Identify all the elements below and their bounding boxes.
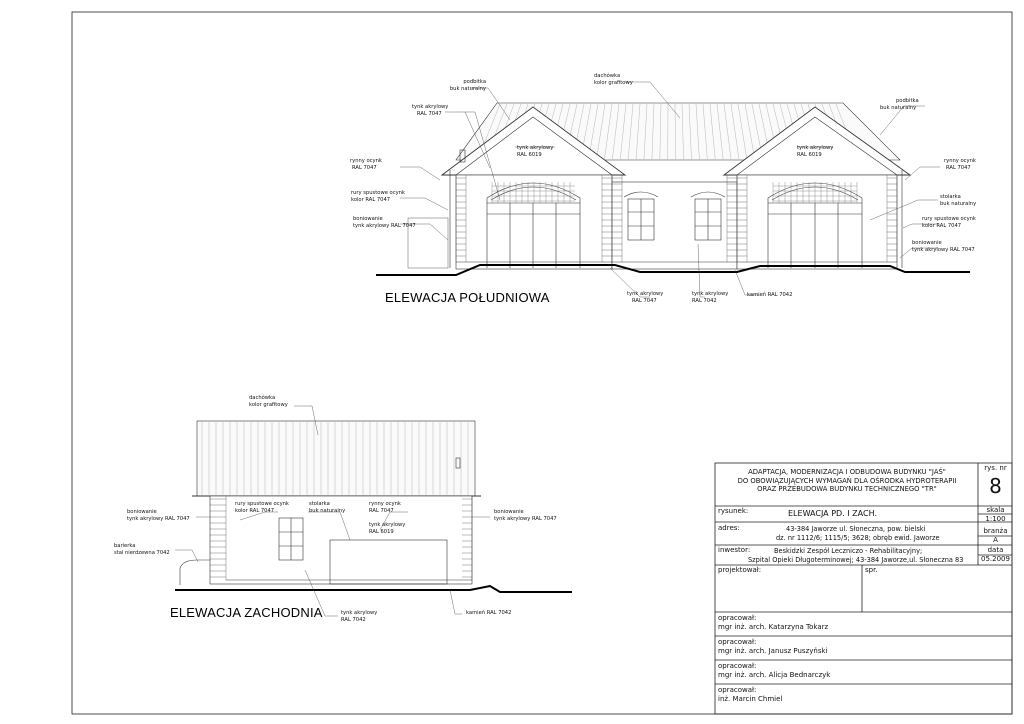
label-rury-west: rury spustowe ocynk kolor RAL 7047: [235, 501, 289, 514]
label-tynk-6019-right: tynk akrylowy RAL 6019: [797, 145, 834, 158]
west-ground-line: [175, 586, 572, 592]
data-label: data: [987, 546, 1004, 554]
opracowal-4: opracował: inż. Marcin Chmiel: [718, 686, 783, 703]
label-boniowanie-south-left: boniowanie tynk akrylowy RAL 7047: [353, 216, 416, 229]
label-dachowka-west: dachówka kolor grafitowy: [249, 395, 288, 408]
south-elevation-drawing: [376, 103, 970, 275]
label-kamien-south: kamień RAL 7042: [747, 292, 793, 298]
label-tynk-bottom-west: tynk akrylowy RAL 7042: [341, 610, 378, 623]
south-middle-part: [612, 182, 737, 269]
label-rynny-right: rynny ocynk RAL 7047: [944, 158, 976, 171]
label-tynk-south-left: tynk akrylowy RAL 7047: [412, 104, 449, 117]
inwestor-label: inwestor:: [718, 546, 751, 554]
label-tynk-6019-west: tynk akrylowy RAL 6019: [369, 522, 406, 535]
spr-label: spr.: [865, 566, 878, 574]
label-rury-left: rury spustowe ocynk kolor RAL 7047: [351, 190, 405, 203]
projektowal-label: projektował:: [718, 566, 762, 574]
label-tynk-bottom-1: tynk akrylowy RAL 7047: [627, 291, 664, 304]
rysunek-label: rysunek:: [718, 507, 749, 515]
label-dachowka-south: dachówka kolor grafitowy: [594, 73, 633, 86]
rys-nr-value: 8: [989, 474, 1002, 498]
label-rynny-west: rynny ocynk RAL 7047: [369, 501, 401, 514]
opracowal-2: opracował: mgr inż. arch. Janusz Puszyński: [718, 638, 828, 655]
label-podbitka-left: podbitka buk naturalny: [449, 79, 486, 92]
rysunek-value: ELEWACJA PD. I ZACH.: [788, 509, 877, 518]
rys-nr-label: rys. nr: [984, 464, 1007, 472]
label-rynny-left: rynny ocynk RAL 7047: [350, 158, 382, 171]
label-boniowanie-west-right: boniowanie tynk akrylowy RAL 7047: [494, 509, 557, 522]
opracowal-1: opracował: mgr inż. arch. Katarzyna Tokarz: [718, 614, 829, 631]
south-left-arch-window: [487, 183, 580, 268]
west-elevation-title: ELEWACJA ZACHODNIA: [170, 605, 323, 620]
branza-label: branża: [983, 527, 1008, 535]
west-roof: [197, 421, 475, 496]
branza-value: A: [993, 536, 998, 544]
label-stolarka-south: stolarka buk naturalny: [940, 194, 977, 207]
label-boniowanie-south-right: boniowanie tynk akrylowy RAL 7047: [912, 240, 975, 253]
label-stolarka-west: stolarka buk naturalny: [309, 501, 346, 514]
label-kamien-west: kamień RAL 7042: [466, 610, 512, 616]
label-boniowanie-west-left: boniowanie tynk akrylowy RAL 7047: [127, 509, 190, 522]
data-value: 05.2009: [981, 555, 1010, 563]
skala-label: skala: [986, 506, 1005, 514]
label-barierka: barierka stal nierdzewna 7042: [114, 543, 170, 556]
inwestor-value: Beskidzki Zespół Leczniczo - Rehabilitacyjny; Szpital Opieki Długoterminowej; 43-384 Jaworze,ul. Słoneczna 83: [748, 547, 964, 564]
adres-label: adres:: [718, 524, 740, 532]
opracowal-3: opracował: mgr inż. arch. Alicja Bednarczyk: [718, 662, 831, 679]
west-barrier: [180, 560, 210, 585]
project-title: ADAPTACJA, MODERNIZACJA I ODBUDOWA BUDYNKU "JAŚ" DO OBOWIĄZUJĄCYCH WYMAGAŃ DLA OŚRODKA HYDROTERAPII ORAZ PRZEBUDOWA BUDYNKU TECHNICZNEGO "TR": [737, 468, 957, 494]
label-tynk-6019-left: tynk akrylowy RAL 6019: [517, 145, 554, 158]
label-rury-right: rury spustowe ocynk kolor RAL 7047: [922, 216, 976, 229]
label-podbitka-right: podbitka buk naturalny: [880, 98, 919, 111]
south-elevation-title: ELEWACJA POŁUDNIOWA: [385, 290, 550, 305]
skala-value: 1:100: [985, 515, 1006, 523]
label-tynk-bottom-2: tynk akrylowy RAL 7042: [692, 291, 729, 304]
adres-value: 43-384 Jaworze ul. Słoneczna, pow. bielski dz. nr 1112/6; 1115/5; 3628; obręb ewid. Jaworze: [776, 525, 940, 542]
